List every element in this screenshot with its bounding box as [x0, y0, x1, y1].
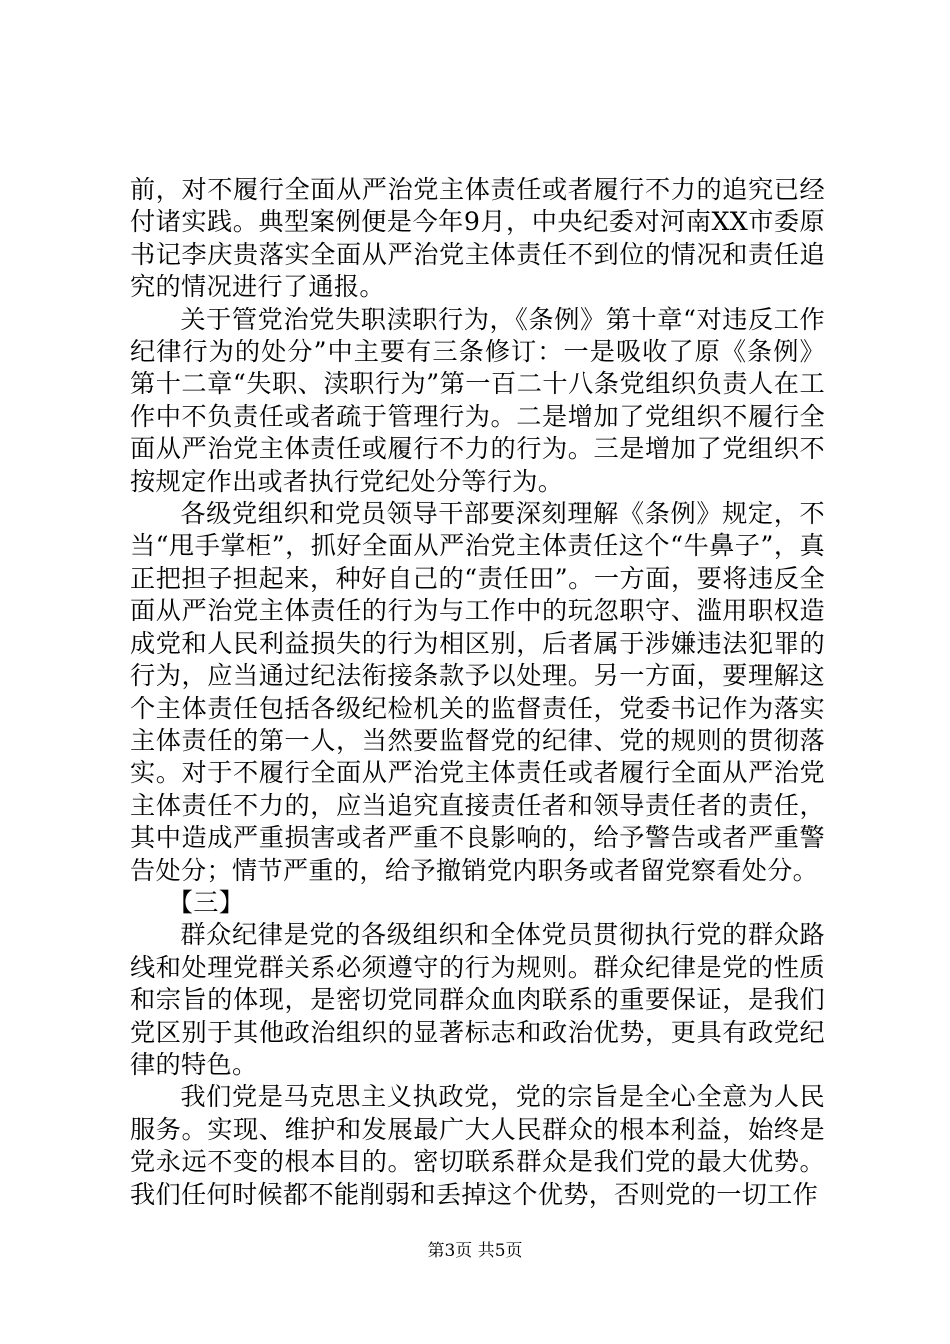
section-heading-three: 【三】	[167, 887, 245, 917]
paragraph-party-organizations: 各级党组织和党员领导干部要深刻理解《条例》规定，不当“甩手掌柜”，抓好全面从严治党主体责任这个“牛鼻子”，真正把担子担起来，种好自己的“责任田”。一方面，要将违反全面从严治党主体责任的行为与工作中的玩忽职守、滥用职权造成党和人民利益损失的行为相区别，后者属于涉嫌违法犯罪的行为，应当通过纪法衔接条款予以处理。另一方面，要理解这个主体责任包括各级纪检机关的监督责任，党委书记作为落实主体责任的第一人，当然要监督党的纪律、党的规则的贯彻落实。对于不履行全面从严治党主体责任或者履行全面从严治党主体责任不力的，应当追究直接责任者和领导责任者的责任，其中造成严重损害或者严重不良影响的，给予警告或者严重警告处分；情节严重的，给予撤销党内职务或者留党察看处分。	[130, 499, 825, 885]
paragraph-dereliction-of-duty: 关于管党治党失职渎职行为，《条例》第十章“对违反工作纪律行为的处分”中主要有三条修订：一是吸收了原《条例》第十二章“失职、渎职行为”第一百二十八条党组织负责人在工作中不负责任或者疏于管理行为。二是增加了党组织不履行全面从严治党主体责任或履行不力的行为。三是增加了党组织不按规定作出或者执行党纪处分等行为。	[130, 304, 825, 496]
paragraph-continued: 前，对不履行全面从严治党主体责任或者履行不力的追究已经付诸实践。典型案例便是今年9月，中央纪委对河南XX市委原书记李庆贵落实全面从严治党主体责任不到位的情况和责任追究的情况进行了通报。	[130, 175, 825, 302]
page-number-footer: 第3页 共5页	[427, 1241, 523, 1261]
paragraph-mass-discipline: 群众纪律是党的各级组织和全体党员贯彻执行党的群众路线和处理党群关系必须遵守的行为规则。群众纪律是党的性质和宗旨的体现，是密切党同群众血肉联系的重要保证，是我们党区别于其他政治组织的显著标志和政治优势，更具有政党纪律的特色。	[130, 920, 825, 1079]
document-body	[130, 174, 825, 1211]
paragraph-party-purpose: 我们党是马克思主义执政党，党的宗旨是全心全意为人民服务。实现、维护和发展最广大人民群众的根本利益，始终是党永远不变的根本目的。密切联系群众是我们党的最大优势。我们任何时候都不能削弱和丢掉这个优势，否则党的一切工作	[130, 1082, 825, 1209]
